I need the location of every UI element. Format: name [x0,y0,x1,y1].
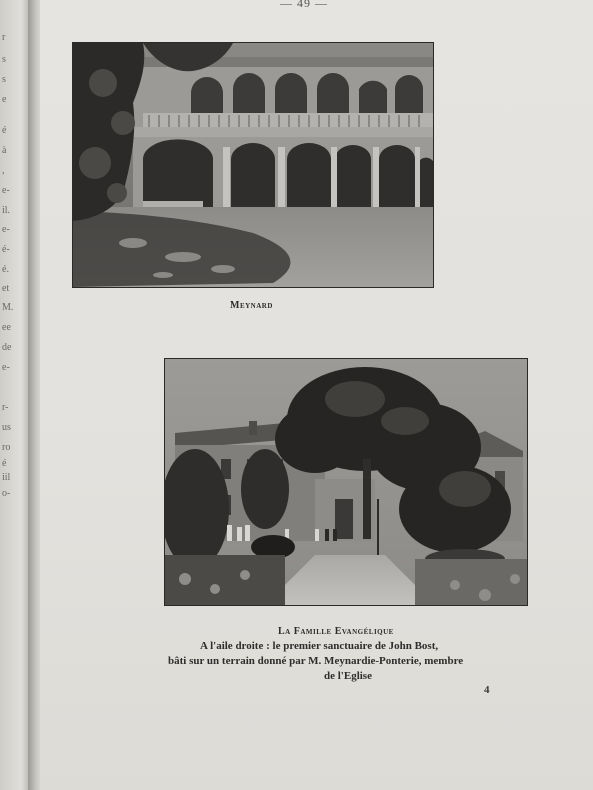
facing-page-fragment: e- [2,362,10,373]
page-number: — 49 — [280,0,328,10]
facing-page-fragment: et [2,283,10,294]
photo-famille-evangelique [164,358,528,606]
caption-line: A l'aile droite : le premier sanctuaire de John Bost, [200,640,439,652]
facing-page-fragment: de [2,342,12,353]
facing-page-fragment: , [2,165,5,176]
facing-page-fragment: é- [2,244,10,255]
facing-page-fragment: ee [2,322,11,333]
meynard-building-illustration [73,43,433,287]
famille-evangelique-illustration [165,359,527,605]
caption-line: de l'Eglise [324,670,372,682]
facing-page-fragment: r [2,32,6,43]
caption-line: bâti sur un terrain donné par M. Meynardie-Ponterie, membre [168,655,464,667]
facing-page-fragment: s [2,74,6,85]
figure-caption-meynard: Meynard [230,300,273,311]
figure-caption-famille-evangelique: La Famille Evangélique [278,626,394,637]
facing-page-fragment: é [2,458,7,469]
facing-page-fragment: r- [2,402,9,413]
facing-page-fragment: M. [2,302,14,313]
facing-page-fragment: o- [2,488,11,499]
signature-mark: 4 [484,684,490,696]
book-page [40,0,593,790]
facing-page-fragment: s [2,54,6,65]
facing-page-fragment: ro [2,442,11,453]
facing-page-fragment: e [2,94,7,105]
facing-page-fragment: e- [2,185,10,196]
facing-page-fragment: il. [2,205,11,216]
facing-page-fragment: e- [2,224,10,235]
facing-page-edge [0,0,30,790]
facing-page-fragment: é. [2,264,9,275]
facing-page-fragment: à [2,145,7,156]
photo-meynard [72,42,434,288]
facing-page-fragment: us [2,422,11,433]
facing-page-fragment: iil [2,472,11,483]
facing-page-fragment: é [2,125,7,136]
